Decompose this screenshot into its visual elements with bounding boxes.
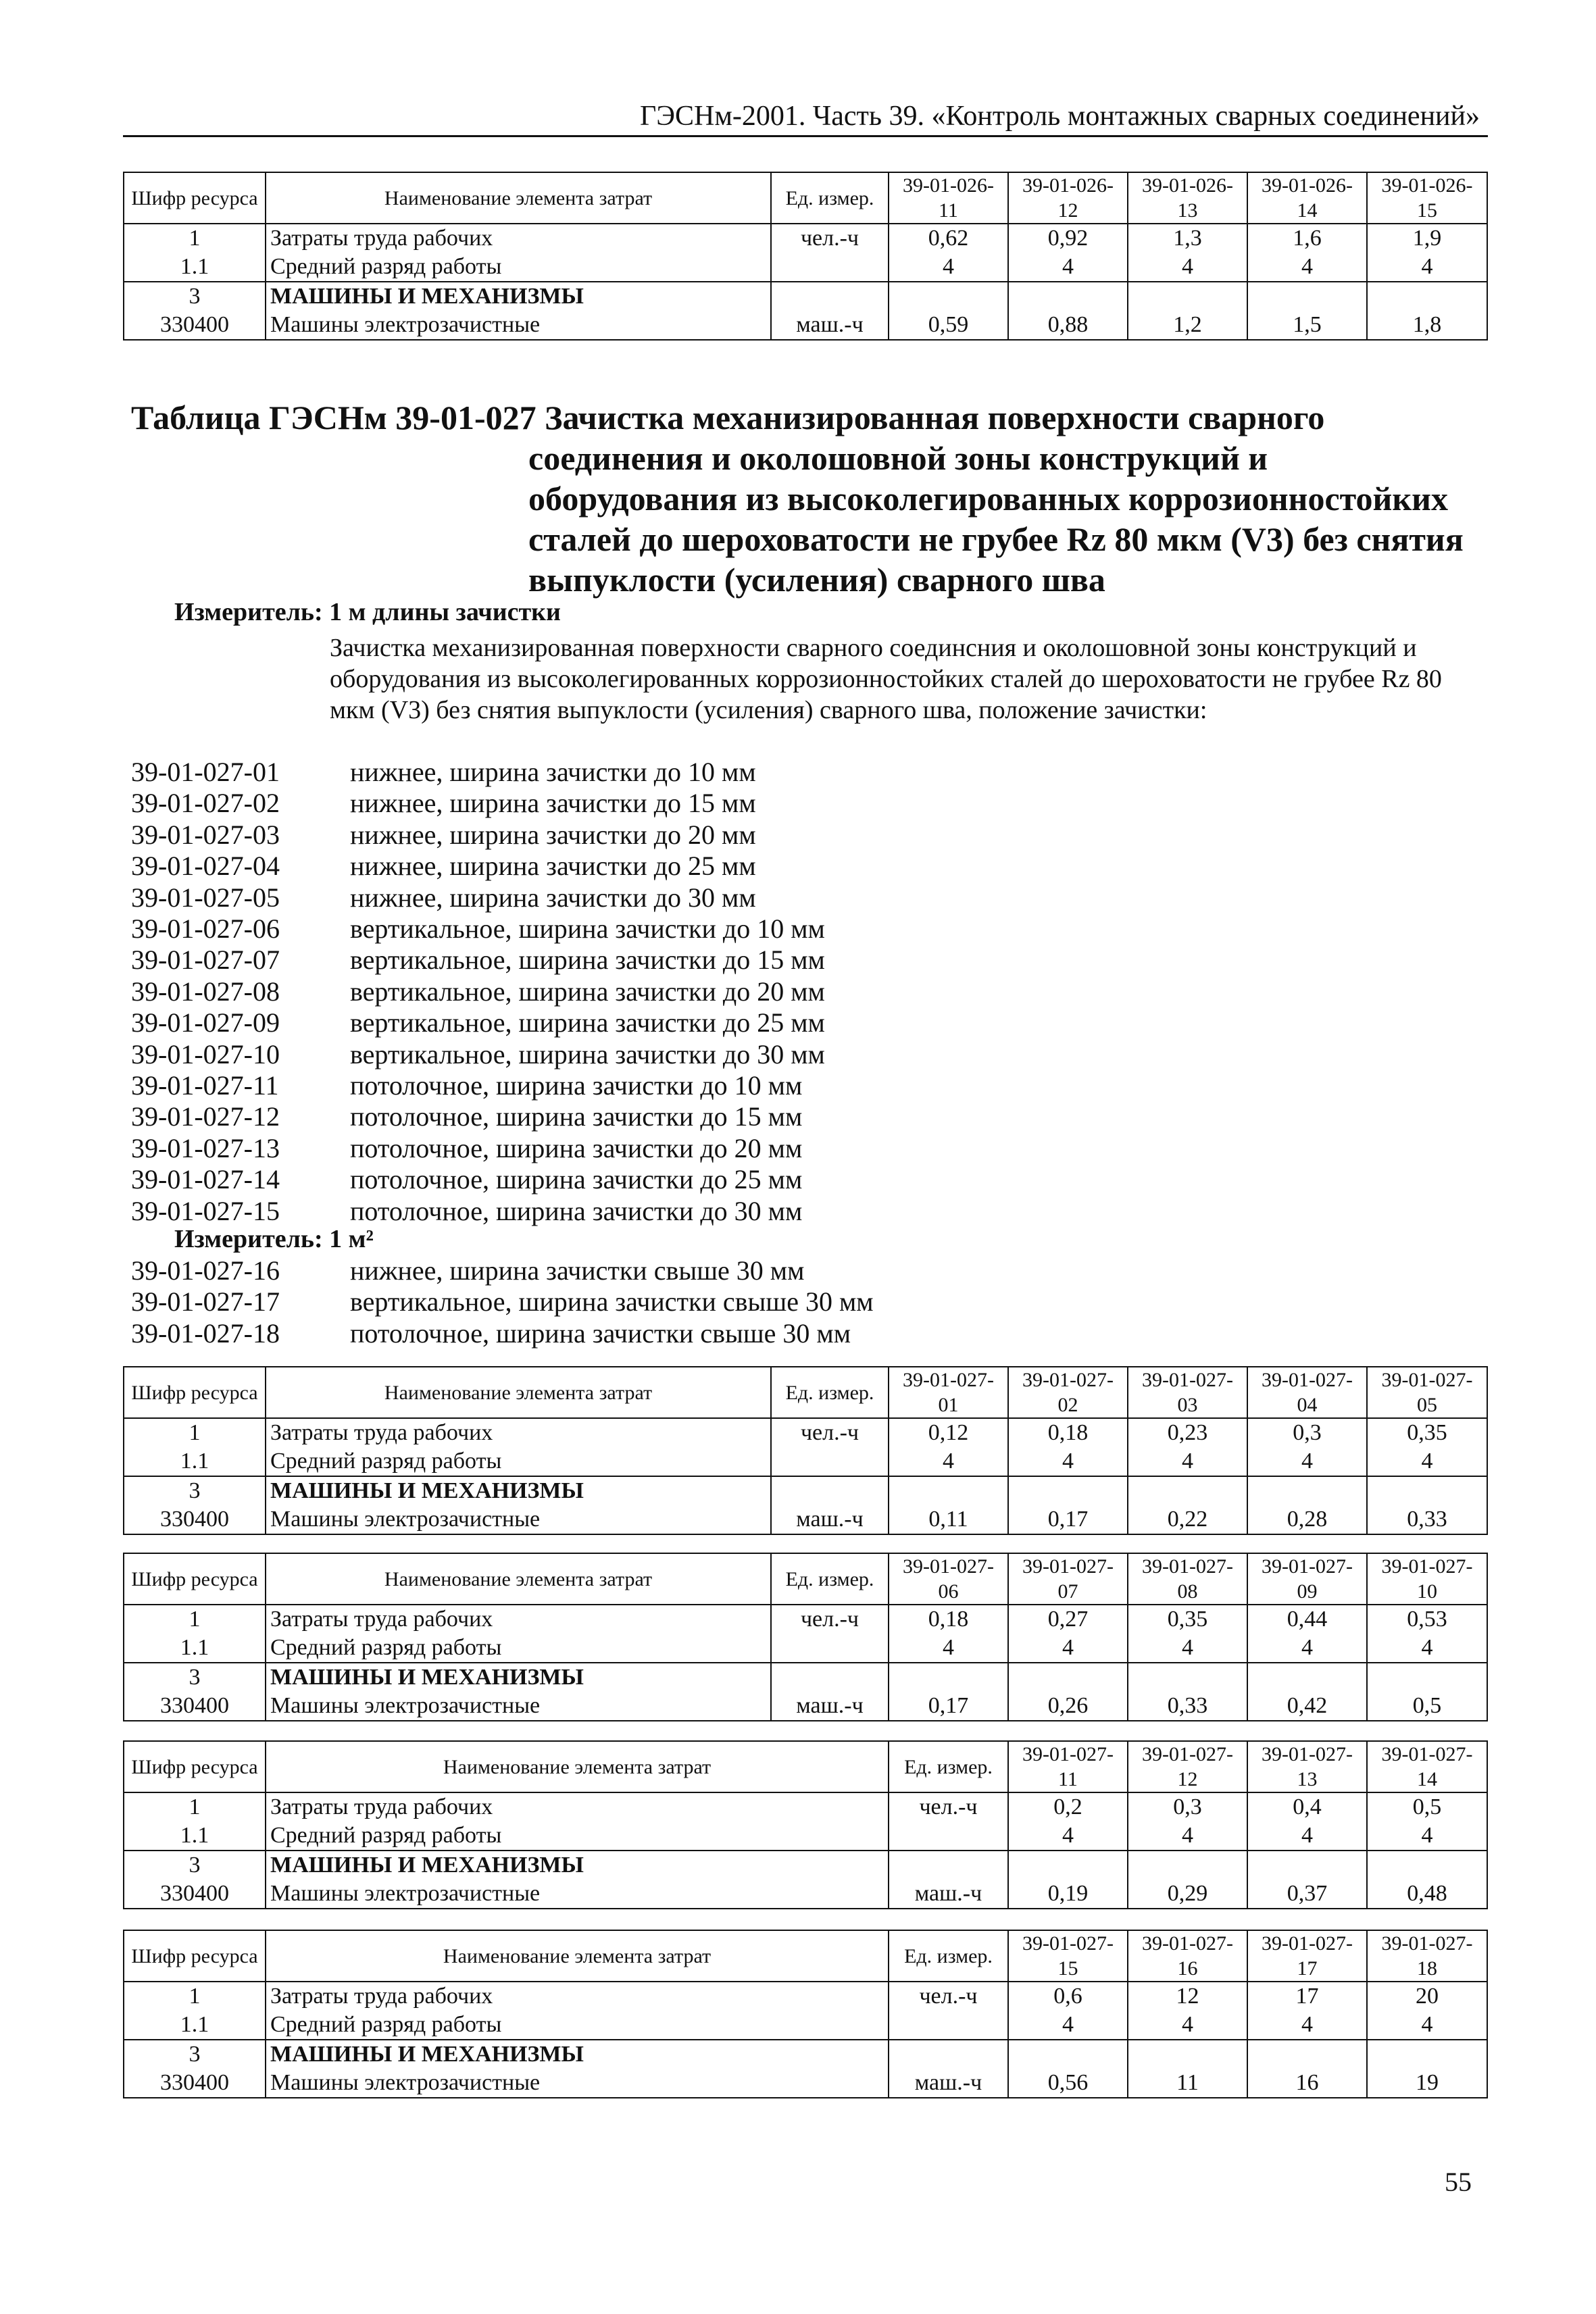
resource-value: 0,17 xyxy=(1008,1505,1128,1534)
resource-name: Средний разряд работы xyxy=(266,1821,889,1851)
header-norm-code: 39-01-026-13 xyxy=(1128,172,1247,224)
header-unit: Ед. измер. xyxy=(889,1741,1008,1792)
resource-value: 4 xyxy=(1367,1447,1487,1476)
work-item-text: вертикальное, ширина зачистки свыше 30 мм xyxy=(350,1286,874,1317)
title-line-4: сталей до шероховатости не грубее Rz 80 мкм (V3) без снятия xyxy=(528,520,1464,558)
resource-value: 0,62 xyxy=(889,224,1008,253)
resource-value xyxy=(1367,2040,1487,2069)
resource-table-4 xyxy=(123,1930,1488,2098)
resource-value: 4 xyxy=(1128,1447,1247,1476)
resource-code: 330400 xyxy=(124,2069,266,2098)
resource-value: 19 xyxy=(1367,2069,1487,2098)
work-item-code: 39-01-027-11 xyxy=(131,1070,279,1101)
resource-value: 4 xyxy=(1008,1821,1128,1851)
header-code: Шифр ресурса xyxy=(124,1930,266,1982)
header-norm-code: 39-01-027-17 xyxy=(1247,1930,1367,1982)
page-number: 55 xyxy=(1445,2167,1472,2197)
table-row xyxy=(124,1476,1487,1505)
resource-value: 0,35 xyxy=(1367,1418,1487,1447)
resource-value: 0,33 xyxy=(1367,1505,1487,1534)
resource-value: 0,4 xyxy=(1247,1792,1367,1821)
resource-value xyxy=(1128,1851,1247,1880)
work-item-text: потолочное, ширина зачистки до 30 мм xyxy=(350,1195,803,1226)
work-item-text: потолочное, ширина зачистки до 20 мм xyxy=(350,1132,803,1163)
resource-value xyxy=(1008,282,1128,311)
resource-unit: маш.-ч xyxy=(889,1880,1008,1909)
resource-name: Машины электрозачистные xyxy=(266,1505,771,1534)
resource-value: 0,56 xyxy=(1008,2069,1128,2098)
resource-name: Машины электрозачистные xyxy=(266,1880,889,1909)
resource-name: Затраты труда рабочих xyxy=(266,1792,889,1821)
resource-value xyxy=(1008,1851,1128,1880)
resource-value: 4 xyxy=(889,253,1008,282)
work-item-code: 39-01-027-16 xyxy=(131,1255,280,1286)
header-norm-code: 39-01-027-08 xyxy=(1128,1553,1247,1605)
resource-value: 0,26 xyxy=(1008,1692,1128,1721)
header-norm-code: 39-01-026-15 xyxy=(1367,172,1487,224)
resource-value: 4 xyxy=(1128,253,1247,282)
header-norm-code: 39-01-027-11 xyxy=(1008,1741,1128,1792)
header-code: Шифр ресурса xyxy=(124,172,266,224)
table-row xyxy=(124,253,1487,282)
table-row xyxy=(124,1792,1487,1821)
work-item-text: вертикальное, ширина зачистки до 20 мм xyxy=(350,976,825,1007)
resource-table-3 xyxy=(123,1740,1488,1909)
resource-value: 4 xyxy=(1247,2011,1367,2040)
resource-value: 0,44 xyxy=(1247,1605,1367,1634)
table-row xyxy=(124,1505,1487,1534)
work-item-text: вертикальное, ширина зачистки до 10 мм xyxy=(350,913,825,944)
resource-code: 1.1 xyxy=(124,253,266,282)
table-row xyxy=(124,1634,1487,1663)
table-row xyxy=(124,1851,1487,1880)
resource-value: 4 xyxy=(1247,1821,1367,1851)
work-item-text: потолочное, ширина зачистки свыше 30 мм xyxy=(350,1317,851,1349)
header-name: Наименование элемента затрат xyxy=(266,1553,771,1605)
work-item-code: 39-01-027-10 xyxy=(131,1038,280,1070)
work-item-code: 39-01-027-13 xyxy=(131,1132,280,1163)
resource-value xyxy=(1367,1476,1487,1505)
work-item-text: нижнее, ширина зачистки до 20 мм xyxy=(350,819,756,850)
resource-value: 0,18 xyxy=(1008,1418,1128,1447)
work-item-code: 39-01-027-18 xyxy=(131,1317,280,1349)
header-norm-code: 39-01-027-02 xyxy=(1008,1367,1128,1418)
resource-name: Средний разряд работы xyxy=(266,253,771,282)
table-row xyxy=(124,1821,1487,1851)
work-item-code: 39-01-027-04 xyxy=(131,851,280,882)
resource-value xyxy=(1367,1851,1487,1880)
resource-value: 4 xyxy=(1008,1634,1128,1663)
resource-value: 0,37 xyxy=(1247,1880,1367,1909)
resource-value: 0,6 xyxy=(1008,1982,1128,2011)
header-norm-code: 39-01-027-09 xyxy=(1247,1553,1367,1605)
resource-unit xyxy=(771,1634,889,1663)
resource-value xyxy=(889,1663,1008,1692)
resource-value xyxy=(1008,1663,1128,1692)
work-item-text: нижнее, ширина зачистки до 25 мм xyxy=(350,851,756,882)
resource-value xyxy=(889,282,1008,311)
resource-value: 4 xyxy=(1008,2011,1128,2040)
resource-value: 4 xyxy=(1367,1634,1487,1663)
table-row xyxy=(124,1663,1487,1692)
resource-table-2 xyxy=(123,1553,1488,1721)
work-item-code: 39-01-027-09 xyxy=(131,1007,280,1038)
work-item xyxy=(131,1039,825,1070)
resource-name: МАШИНЫ И МЕХАНИЗМЫ xyxy=(266,1663,771,1692)
resource-value: 1,8 xyxy=(1367,311,1487,340)
resource-value: 4 xyxy=(1128,1634,1247,1663)
work-item xyxy=(131,1101,802,1132)
resource-name: Машины электрозачистные xyxy=(266,311,771,340)
resource-value: 0,5 xyxy=(1367,1692,1487,1721)
header-code: Шифр ресурса xyxy=(124,1553,266,1605)
work-item-text: нижнее, ширина зачистки свыше 30 мм xyxy=(350,1255,805,1286)
work-item-code: 39-01-027-08 xyxy=(131,976,280,1007)
header-norm-code: 39-01-027-18 xyxy=(1367,1930,1487,1982)
resource-code: 330400 xyxy=(124,1692,266,1721)
header-unit: Ед. измер. xyxy=(771,1553,889,1605)
work-item xyxy=(131,851,756,882)
work-item xyxy=(131,788,756,819)
resource-value xyxy=(1247,1851,1367,1880)
resource-unit xyxy=(771,253,889,282)
resource-name: Машины электрозачистные xyxy=(266,2069,889,2098)
resource-value: 0,59 xyxy=(889,311,1008,340)
work-item-code: 39-01-027-07 xyxy=(131,945,280,976)
resource-value: 0,3 xyxy=(1247,1418,1367,1447)
resource-unit xyxy=(889,2011,1008,2040)
resource-name: Затраты труда рабочих xyxy=(266,224,771,253)
resource-value: 4 xyxy=(1367,1821,1487,1851)
work-item xyxy=(131,1196,802,1227)
resource-value: 4 xyxy=(1008,253,1128,282)
resource-value xyxy=(1247,282,1367,311)
work-item xyxy=(131,1133,802,1164)
title-line-5: выпуклости (усиления) сварного шва xyxy=(528,561,1105,599)
header-norm-code: 39-01-027-04 xyxy=(1247,1367,1367,1418)
resource-name: Затраты труда рабочих xyxy=(266,1982,889,2011)
resource-code: 3 xyxy=(124,282,266,311)
resource-name: Машины электрозачистные xyxy=(266,1692,771,1721)
resource-code: 1.1 xyxy=(124,1634,266,1663)
resource-code: 1 xyxy=(124,1418,266,1447)
measurer-2: Измеритель: 1 м² xyxy=(174,1225,374,1253)
resource-name: Средний разряд работы xyxy=(266,1447,771,1476)
resource-code: 1.1 xyxy=(124,2011,266,2040)
work-item xyxy=(131,1070,802,1101)
resource-value xyxy=(1128,1663,1247,1692)
measurer-1: Измеритель: 1 м длины зачистки xyxy=(174,598,561,626)
header-unit: Ед. измер. xyxy=(889,1930,1008,1982)
resource-unit xyxy=(771,282,889,311)
title-line-2: соединения и околошовной зоны конструкций и xyxy=(528,439,1268,477)
resource-value: 0,92 xyxy=(1008,224,1128,253)
resource-unit: чел.-ч xyxy=(771,1605,889,1634)
work-item-text: вертикальное, ширина зачистки до 25 мм xyxy=(350,1007,825,1038)
work-item xyxy=(131,1286,874,1317)
table-row xyxy=(124,1880,1487,1909)
work-item-text: вертикальное, ширина зачистки до 15 мм xyxy=(350,945,825,976)
resource-value: 1,5 xyxy=(1247,311,1367,340)
header-norm-code: 39-01-026-11 xyxy=(889,172,1008,224)
work-item xyxy=(131,976,825,1007)
header-name: Наименование элемента затрат xyxy=(266,1930,889,1982)
resource-value: 1,9 xyxy=(1367,224,1487,253)
work-item-code: 39-01-027-01 xyxy=(131,757,280,787)
work-item xyxy=(131,1007,825,1038)
resource-value xyxy=(1128,2040,1247,2069)
resource-name: Средний разряд работы xyxy=(266,2011,889,2040)
table-row xyxy=(124,1418,1487,1447)
header-unit: Ед. измер. xyxy=(771,172,889,224)
resource-code: 1 xyxy=(124,224,266,253)
resource-code: 3 xyxy=(124,1476,266,1505)
work-item xyxy=(131,1255,804,1286)
resource-code: 1 xyxy=(124,1792,266,1821)
resource-name: Затраты труда рабочих xyxy=(266,1418,771,1447)
header-unit: Ед. измер. xyxy=(771,1367,889,1418)
work-description: Зачистка механизированная поверхности сварного соединсния и околошовной зоны конструкций и оборудования из высоколегированных коррозионностойких сталей до шероховатости не грубее Rz 80 мкм (V3) без снятия выпуклости (усиления) сварного шва, положение зачистки: xyxy=(330,634,1442,724)
resource-unit: маш.-ч xyxy=(771,311,889,340)
resource-code: 330400 xyxy=(124,1505,266,1534)
resource-value xyxy=(1247,2040,1367,2069)
work-item-code: 39-01-027-15 xyxy=(131,1195,280,1226)
resource-unit xyxy=(771,1476,889,1505)
resource-unit xyxy=(771,1663,889,1692)
resource-unit: чел.-ч xyxy=(889,1792,1008,1821)
work-item-code: 39-01-027-03 xyxy=(131,819,280,850)
work-item-text: нижнее, ширина зачистки до 15 мм xyxy=(350,788,756,819)
resource-value: 4 xyxy=(1367,253,1487,282)
resource-value: 0,5 xyxy=(1367,1792,1487,1821)
header-norm-code: 39-01-026-14 xyxy=(1247,172,1367,224)
header-code: Шифр ресурса xyxy=(124,1741,266,1792)
work-item-text: потолочное, ширина зачистки до 15 мм xyxy=(350,1101,803,1132)
table-row xyxy=(124,1605,1487,1634)
title-line-3: оборудования из высоколегированных коррозионностойких xyxy=(528,480,1448,518)
resource-value: 4 xyxy=(1128,2011,1247,2040)
header-norm-code: 39-01-027-12 xyxy=(1128,1741,1247,1792)
resource-code: 1 xyxy=(124,1605,266,1634)
resource-unit: маш.-ч xyxy=(889,2069,1008,2098)
resource-value: 0,53 xyxy=(1367,1605,1487,1634)
resource-value: 0,35 xyxy=(1128,1605,1247,1634)
resource-table-1 xyxy=(123,1366,1488,1535)
resource-value: 0,48 xyxy=(1367,1880,1487,1909)
header-norm-code: 39-01-027-15 xyxy=(1008,1930,1128,1982)
resource-code: 330400 xyxy=(124,311,266,340)
resource-value: 0,88 xyxy=(1008,311,1128,340)
resource-value xyxy=(1367,282,1487,311)
resource-value: 16 xyxy=(1247,2069,1367,2098)
work-item xyxy=(131,913,825,945)
resource-code: 3 xyxy=(124,2040,266,2069)
resource-value: 0,22 xyxy=(1128,1505,1247,1534)
resource-unit xyxy=(771,1447,889,1476)
resource-value: 0,29 xyxy=(1128,1880,1247,1909)
header-norm-code: 39-01-027-07 xyxy=(1008,1553,1128,1605)
resource-code: 1.1 xyxy=(124,1821,266,1851)
resource-value xyxy=(1367,1663,1487,1692)
header-name: Наименование элемента затрат xyxy=(266,1741,889,1792)
resource-code: 1 xyxy=(124,1982,266,2011)
resource-name: Средний разряд работы xyxy=(266,1634,771,1663)
work-item xyxy=(131,820,756,851)
table-row xyxy=(124,1447,1487,1476)
resource-unit xyxy=(889,1821,1008,1851)
work-item-code: 39-01-027-05 xyxy=(131,882,280,913)
resource-value: 4 xyxy=(1008,1447,1128,1476)
table-title xyxy=(131,397,1482,600)
resource-value: 4 xyxy=(1247,253,1367,282)
table-row xyxy=(124,2040,1487,2069)
resource-value: 0,3 xyxy=(1128,1792,1247,1821)
header-norm-code: 39-01-026-12 xyxy=(1008,172,1128,224)
header-rule xyxy=(123,135,1488,137)
resource-value: 4 xyxy=(889,1634,1008,1663)
header-norm-code: 39-01-027-06 xyxy=(889,1553,1008,1605)
header-code: Шифр ресурса xyxy=(124,1367,266,1418)
resource-value: 1,6 xyxy=(1247,224,1367,253)
work-item-code: 39-01-027-14 xyxy=(131,1164,280,1195)
work-item-text: вертикальное, ширина зачистки до 30 мм xyxy=(350,1038,825,1070)
resource-value: 0,17 xyxy=(889,1692,1008,1721)
work-item-text: нижнее, ширина зачистки до 10 мм xyxy=(350,757,756,787)
resource-value: 0,2 xyxy=(1008,1792,1128,1821)
resource-value: 4 xyxy=(1367,2011,1487,2040)
resource-value: 0,33 xyxy=(1128,1692,1247,1721)
resource-unit: чел.-ч xyxy=(771,1418,889,1447)
resource-value xyxy=(1128,282,1247,311)
resource-value: 12 xyxy=(1128,1982,1247,2011)
resource-code: 330400 xyxy=(124,1880,266,1909)
table-row xyxy=(124,2011,1487,2040)
resource-value: 0,19 xyxy=(1008,1880,1128,1909)
table-row xyxy=(124,1982,1487,2011)
resource-unit xyxy=(889,1851,1008,1880)
header-norm-code: 39-01-027-10 xyxy=(1367,1553,1487,1605)
resource-value: 0,42 xyxy=(1247,1692,1367,1721)
resource-name: Затраты труда рабочих xyxy=(266,1605,771,1634)
header-norm-code: 39-01-027-03 xyxy=(1128,1367,1247,1418)
table-row xyxy=(124,282,1487,311)
work-item-text: нижнее, ширина зачистки до 30 мм xyxy=(350,882,756,913)
resource-name: МАШИНЫ И МЕХАНИЗМЫ xyxy=(266,282,771,311)
work-item-code: 39-01-027-02 xyxy=(131,788,280,819)
work-item-code: 39-01-027-17 xyxy=(131,1286,280,1317)
resource-name: МАШИНЫ И МЕХАНИЗМЫ xyxy=(266,1851,889,1880)
resource-value: 0,12 xyxy=(889,1418,1008,1447)
resource-value xyxy=(1247,1476,1367,1505)
running-header: ГЭСНм-2001. Часть 39. «Контроль монтажных сварных соединений» xyxy=(640,101,1480,132)
header-norm-code: 39-01-027-13 xyxy=(1247,1741,1367,1792)
header-norm-code: 39-01-027-14 xyxy=(1367,1741,1487,1792)
work-item xyxy=(131,757,756,788)
resource-value xyxy=(1128,1476,1247,1505)
resource-unit: чел.-ч xyxy=(889,1982,1008,2011)
work-item xyxy=(131,1318,851,1349)
resource-value: 0,28 xyxy=(1247,1505,1367,1534)
resource-value: 17 xyxy=(1247,1982,1367,2011)
resource-unit: маш.-ч xyxy=(771,1505,889,1534)
work-item-code: 39-01-027-06 xyxy=(131,913,280,944)
resource-value: 4 xyxy=(1247,1634,1367,1663)
resource-value: 1,2 xyxy=(1128,311,1247,340)
work-item xyxy=(131,1164,802,1195)
resource-value xyxy=(889,1476,1008,1505)
resource-value xyxy=(1008,2040,1128,2069)
header-norm-code: 39-01-027-05 xyxy=(1367,1367,1487,1418)
resource-code: 3 xyxy=(124,1851,266,1880)
resource-value: 1,3 xyxy=(1128,224,1247,253)
work-item-text: потолочное, ширина зачистки до 25 мм xyxy=(350,1164,803,1195)
resource-value: 11 xyxy=(1128,2069,1247,2098)
resource-value: 20 xyxy=(1367,1982,1487,2011)
table-row xyxy=(124,1692,1487,1721)
resource-value: 0,23 xyxy=(1128,1418,1247,1447)
work-item xyxy=(131,882,756,913)
resource-value: 4 xyxy=(1128,1821,1247,1851)
table-row xyxy=(124,311,1487,340)
header-name: Наименование элемента затрат xyxy=(266,1367,771,1418)
work-item xyxy=(131,945,825,976)
resource-unit: чел.-ч xyxy=(771,224,889,253)
resource-value: 0,27 xyxy=(1008,1605,1128,1634)
table-row xyxy=(124,2069,1487,2098)
resource-value xyxy=(1008,1476,1128,1505)
resource-name: МАШИНЫ И МЕХАНИЗМЫ xyxy=(266,1476,771,1505)
resource-name: МАШИНЫ И МЕХАНИЗМЫ xyxy=(266,2040,889,2069)
title-line-1: Таблица ГЭСНм 39-01-027 Зачистка механизированная поверхности сварного xyxy=(131,399,1325,436)
resource-unit xyxy=(889,2040,1008,2069)
header-norm-code: 39-01-027-01 xyxy=(889,1367,1008,1418)
resource-value: 4 xyxy=(1247,1447,1367,1476)
resource-code: 1.1 xyxy=(124,1447,266,1476)
work-item-code: 39-01-027-12 xyxy=(131,1101,280,1132)
header-norm-code: 39-01-027-16 xyxy=(1128,1930,1247,1982)
resource-value: 4 xyxy=(889,1447,1008,1476)
resource-value xyxy=(1247,1663,1367,1692)
work-item-text: потолочное, ширина зачистки до 10 мм xyxy=(350,1070,803,1101)
resource-unit: маш.-ч xyxy=(771,1692,889,1721)
header-name: Наименование элемента затрат xyxy=(266,172,771,224)
resource-value: 0,18 xyxy=(889,1605,1008,1634)
resource-code: 3 xyxy=(124,1663,266,1692)
resource-value: 0,11 xyxy=(889,1505,1008,1534)
table-row xyxy=(124,224,1487,253)
resource-table-prev xyxy=(123,172,1488,341)
